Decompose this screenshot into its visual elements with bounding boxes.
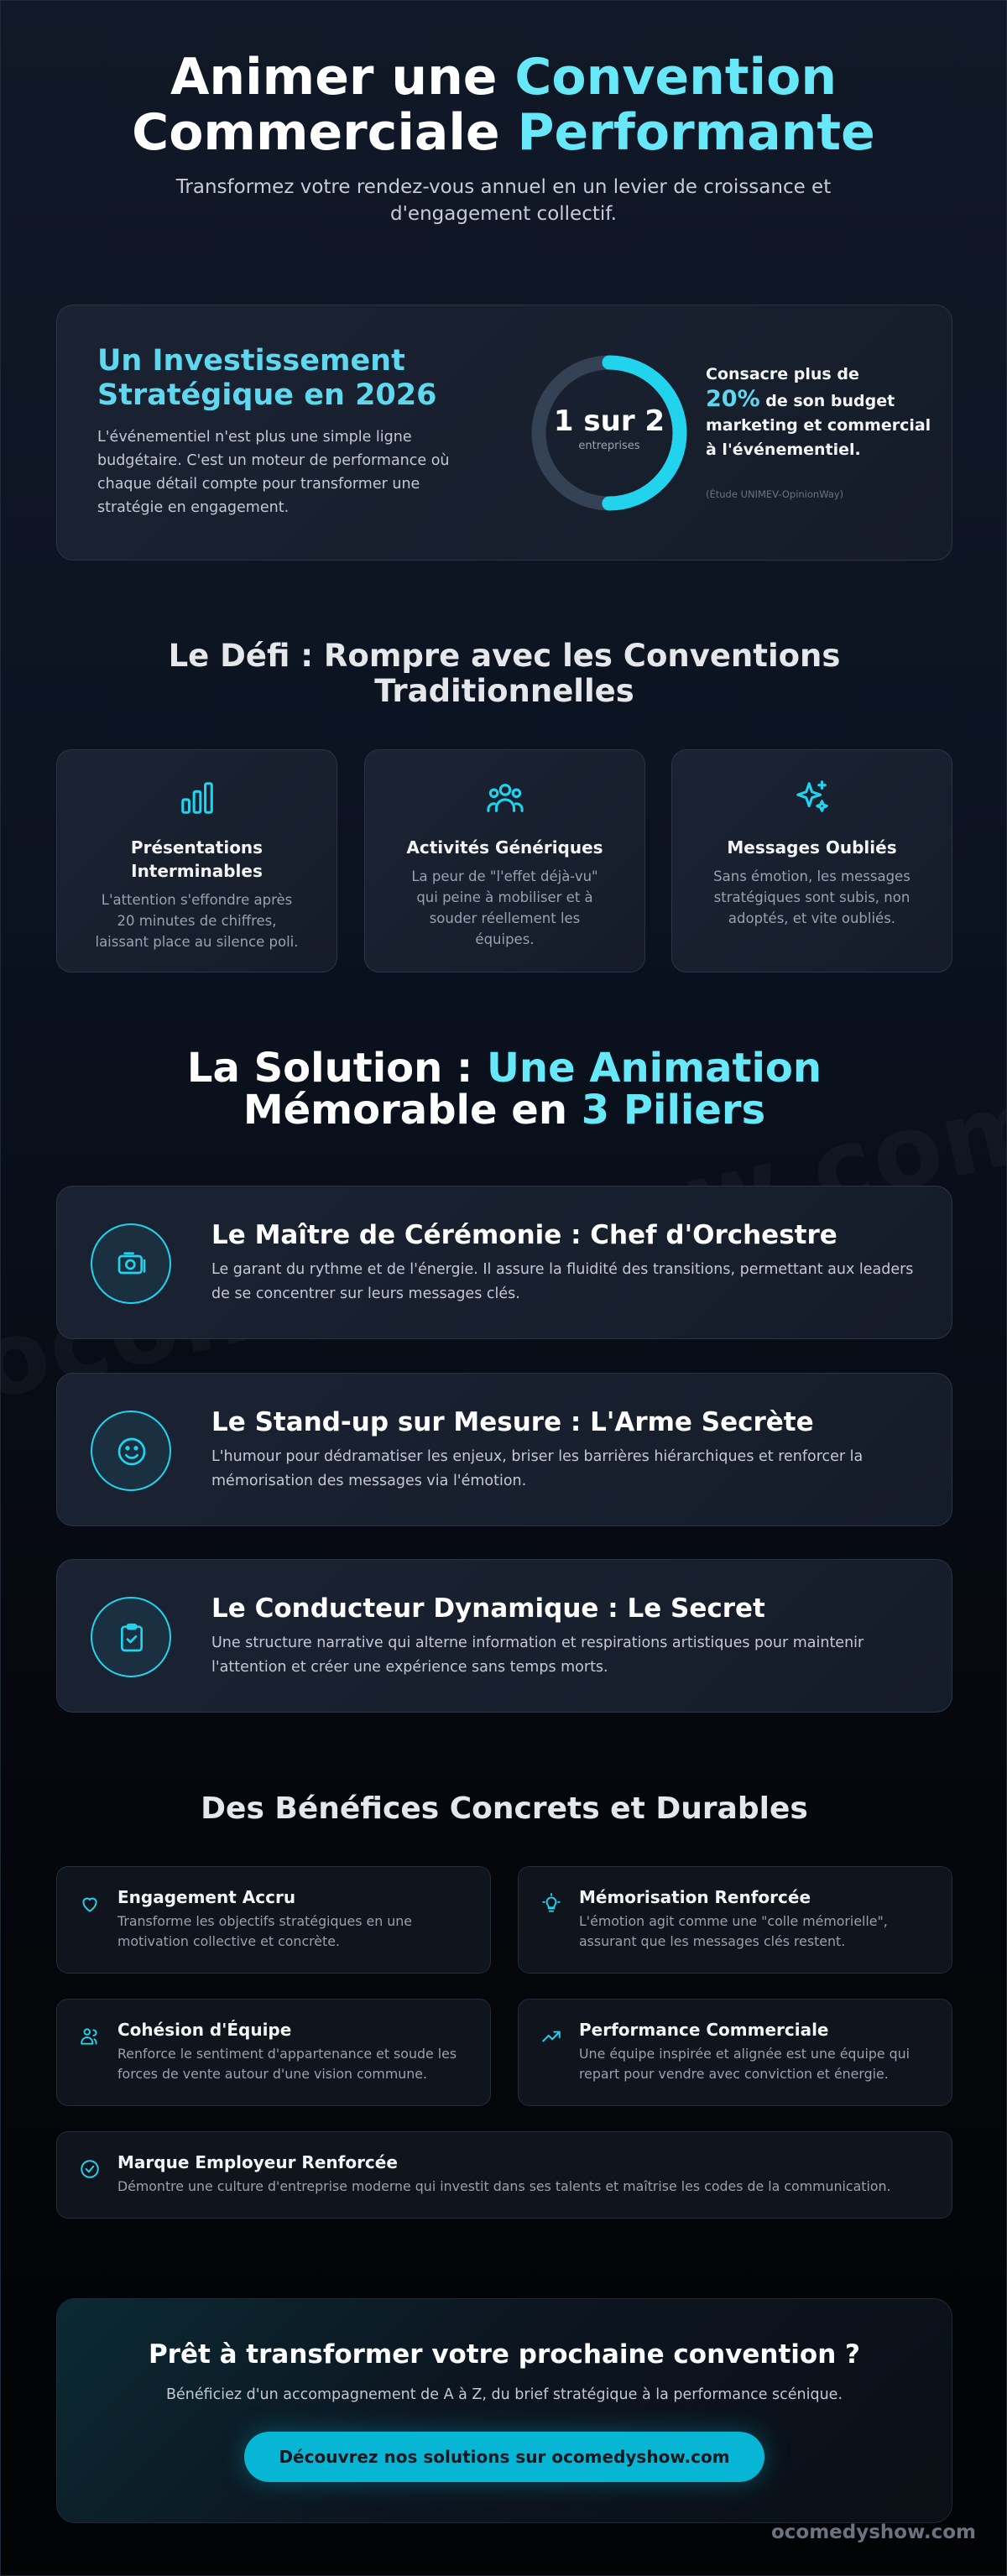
benefit-title: Marque Employeur Renforcée [117,2152,398,2172]
challenge-text: La peur de "l'effet déjà-vu" qui peine à mobiliser et à souder réellement les équipes. [411,868,598,947]
defi-section-title [1,639,1007,709]
header [1,1,1006,227]
heart-icon [79,1893,101,1915]
benefit-text: Démontre une culture d'entreprise moderne qui investit dans ses talents et maîtrise les codes de la communication. [117,2178,891,2194]
cta-card [56,2298,952,2523]
users-icon [486,779,524,817]
page-title [1,50,1006,160]
title-highlight: Convention [514,48,837,107]
investment-body: L'événementiel n'est plus une simple ligne budgétaire. C'est un moteur de performance où chaque détail compte pour transformer une stratégie en engagement. [97,429,450,516]
pillar-text: Le garant du rythme et de l'énergie. Il assure la fluidité des transitions, permettant aux leaders de se concentrer sur leurs messages clés. [211,1261,914,1302]
solution-section-title [1,1045,1007,1134]
benefit-text: L'émotion agit comme une "colle mémorielle", assurant que les messages clés restent. [579,1913,888,1949]
pillar-text: L'humour pour dédramatiser les enjeux, briser les barrières hiérarchiques et renforcer la mémorisation des messages via l'émotion. [211,1448,864,1489]
title-highlight: Performante [517,103,875,162]
benefit-card [518,1999,952,2106]
challenge-text: L'attention s'effondre après 20 minutes de chiffres, laissant place au silence poli. [95,892,299,950]
smile-icon [115,1435,149,1468]
brand-logo-text: ocomedyshow.com [770,2521,976,2543]
investment-title-line: Un Investissement [97,344,405,378]
cta-button[interactable]: Découvrez nos solutions sur ocomedyshow.com [244,2432,764,2482]
benefit-text: Renforce le sentiment d'appartenance et soude les forces de vente autour d'une vision commune. [117,2046,457,2082]
pillar-title: Le Stand-up sur Mesure : L'Arme Secrète [211,1407,814,1437]
investment-title-line: Stratégique en 2026 [97,378,437,412]
benefit-card [518,1866,952,1974]
challenge-title: Présentations Interminables [130,837,263,881]
clipboard-check-icon [115,1621,149,1655]
donut-label [527,404,691,452]
section-title-part: Mémorable en [243,1087,567,1134]
title-part: Animer une [170,48,498,107]
challenge-card [56,749,337,973]
section-title-line: Le Défi : Rompre avec les Conventions [168,638,841,674]
investment-card [56,305,952,561]
pillar-card [56,1373,952,1526]
section-title-part: La Solution : [186,1045,473,1092]
pillar-icon-circle [91,1411,171,1491]
pillar-icon-circle [91,1597,171,1677]
title-part: Commerciale [132,103,500,162]
cta-title: Prêt à transformer votre prochaine convention ? [148,2339,861,2370]
challenge-title: Activités Génériques [406,837,603,858]
cta-text: Bénéficiez d'un accompagnement de A à Z, du brief stratégique à la performance scénique. [165,2386,843,2403]
pillar-text: Une structure narrative qui alterne information et respirations artistiques pour maintenir l'attention et créer une expérience sans temps morts. [211,1635,864,1676]
investment-stat [706,362,932,462]
benefit-card [56,1999,491,2106]
benefit-title: Performance Commerciale [579,2020,829,2040]
donut-value: 1 sur 2 [553,404,665,438]
pillar-title: Le Maître de Cérémonie : Chef d'Orchestre [211,1220,837,1250]
pillar-title: Le Conducteur Dynamique : Le Secret [211,1593,765,1624]
stat-text: de son budget marketing et commercial à l'événementiel. [706,392,931,459]
trend-up-icon [540,2026,562,2047]
challenge-title: Messages Oubliés [727,837,897,858]
benefit-text: Une équipe inspirée et alignée est une équipe qui repart pour vendre avec conviction et énergie. [579,2046,910,2082]
badge-check-icon [79,2158,101,2180]
benefits-section-title: Des Bénéfices Concrets et Durables [201,1791,808,1826]
team-icon [79,2026,101,2047]
lightbulb-icon [540,1893,562,1915]
section-title-highlight: Une Animation [486,1045,822,1092]
benefit-title: Mémorisation Renforcée [579,1887,811,1907]
benefit-title: Cohésion d'Équipe [117,2020,292,2040]
pillar-card [56,1186,952,1339]
pillar-card [56,1559,952,1713]
benefit-card [56,2131,952,2219]
section-title-highlight: 3 Piliers [581,1087,766,1134]
sparkles-icon [793,779,832,817]
benefit-card [56,1866,491,1974]
donut-caption: entreprises [578,440,640,452]
challenge-text: Sans émotion, les messages stratégiques sont subis, non adoptés, et vite oubliés. [713,868,910,926]
page-subtitle [1,174,1006,227]
section-title-line: Traditionnelles [374,673,634,709]
challenge-card [671,749,952,973]
investment-title [97,344,492,413]
benefit-title: Engagement Accru [117,1887,296,1907]
stat-percent: 20% [706,386,760,412]
pillar-icon-circle [91,1223,171,1304]
subtitle-line: d'engagement collectif. [390,203,617,225]
investment-source: (Étude UNIMEV-OpinionWay) [706,488,844,500]
challenge-card [364,749,645,973]
stat-text: Consacre plus de [706,365,859,383]
subtitle-line: Transformez votre rendez-vous annuel en un levier de croissance et [175,176,832,198]
bar-chart-icon [178,779,217,817]
camera-icon [115,1248,149,1281]
benefit-text: Transforme les objectifs stratégiques en une motivation collective et concrète. [117,1913,412,1949]
